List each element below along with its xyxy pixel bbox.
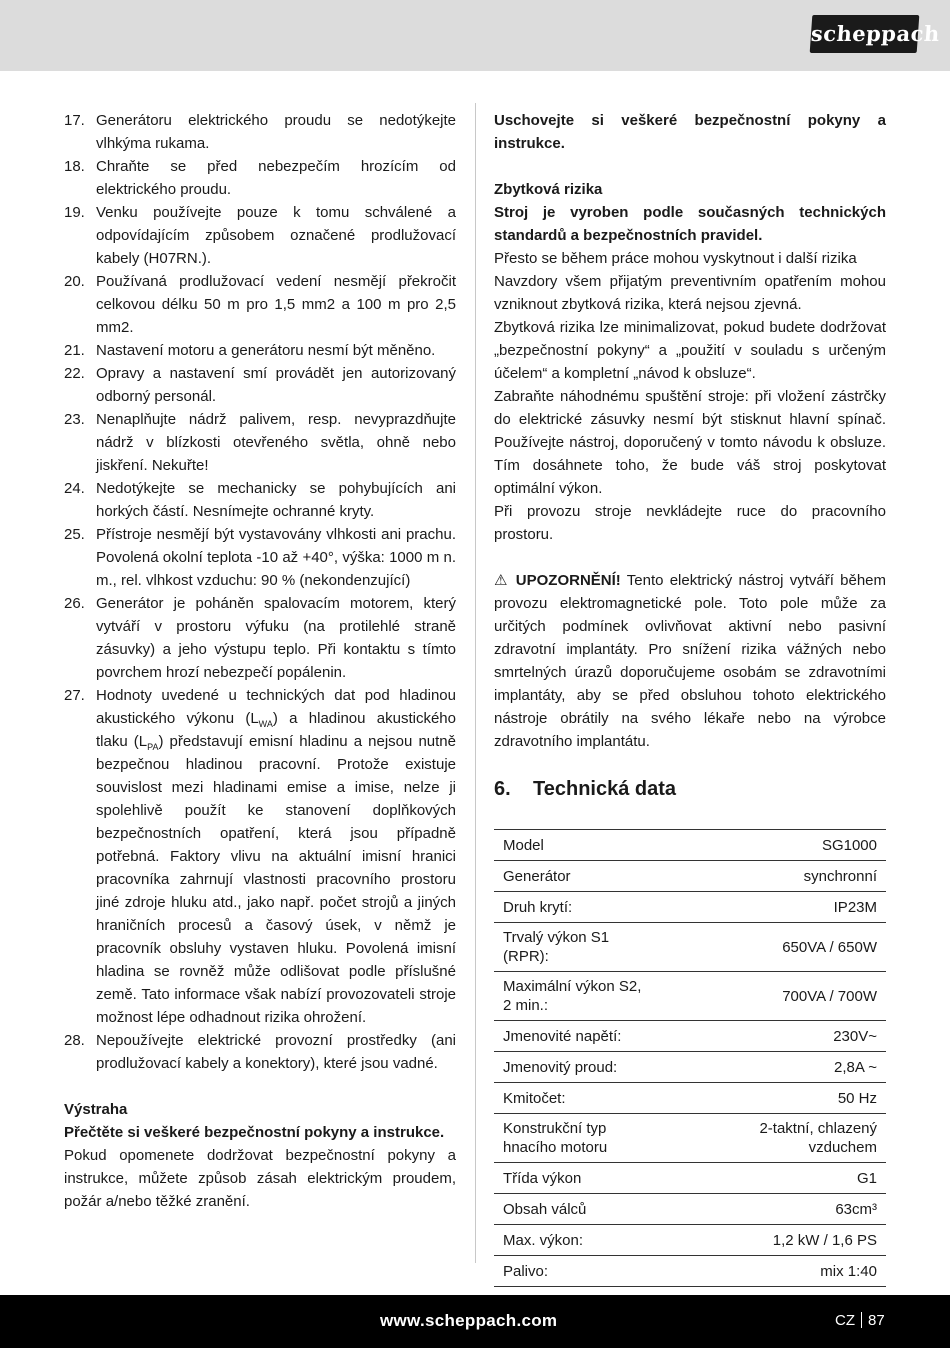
item-number: 21.	[64, 342, 85, 359]
residual-paragraph: Zabraňte náhodnému spuštění stroje: při vložení zástrčky do elektrické zásuvky nesmí být stisknut hlavní spínač. Používejte nástroj, doporučený v tomto návodu k obsluze. Tím dosáhnete toho, že bude váš stroj poskytovat optimální výkon.	[494, 388, 886, 497]
spec-label: Konstrukční typ hnacího motoru	[494, 1114, 662, 1163]
section-title: Technická data	[533, 778, 677, 800]
spec-value: G1	[662, 1163, 886, 1194]
item-text: ) představují emisní hladinu a nejsou nutně bezpečnou hladinou pracovní. Protože existuje souvislost mezi hladinami emise a imise, nelze ji spolehlivě použít ke stanovení doplňkových bezpečnostních opatření, která jsou případně potřebná. Faktory vlivu na aktuální imisní hranici pracovníka zahrnují vlastnosti pracovního prostoru jiné zdroje hluku atd., jako např. počet strojů a jiných hraničních procesů a časový úsek, v němž je pracovník obsluhy vystaven hluku. Povolená imisní hladina se rovněž může odlišovat podle příslušné země. Tato informace však nabízí provozovateli stroje možnost lépe odhadnout rizika ohrožení.	[96, 733, 456, 1026]
spec-label: Jmenovitý proud:	[494, 1052, 662, 1083]
spec-row	[494, 1225, 886, 1256]
spec-row	[494, 972, 886, 1021]
residual-paragraph: Při provozu stroje nevkládejte ruce do pracovního prostoru.	[494, 503, 886, 543]
spec-value: 700VA / 700W	[662, 972, 886, 1021]
spec-value: IP23M	[662, 892, 886, 923]
item-text: Přístroje nesmějí být vystavovány vlhkosti ani prachu. Povolená okolní teplota -10 až +40°, výška: 1000 m n. m., rel. vlhkost vzduchu: 90 % (nekondenzující)	[96, 526, 456, 589]
residual-risks-title: Zbytková rizika	[494, 181, 603, 198]
section-heading	[494, 775, 886, 803]
item-text: Opravy a nastavení smí provádět jen autorizovaný odborný personál.	[96, 365, 456, 405]
item-text: Nastavení motoru a generátoru nesmí být měněno.	[96, 342, 436, 359]
item-text: ) a hladinou akustického tlaku (L	[96, 710, 456, 750]
subscript-pa: PA	[147, 742, 159, 752]
section-number: 6.	[494, 778, 511, 800]
list-item	[64, 109, 456, 155]
warning-bold-text: Přečtěte si veškeré bezpečnostní pokyny a instrukce.	[64, 1124, 445, 1141]
page-header	[0, 0, 950, 71]
list-item	[64, 362, 456, 408]
list-item	[64, 477, 456, 523]
spec-value: synchronní	[662, 861, 886, 892]
spec-label: Generátor	[494, 861, 662, 892]
warning-body: Tento elektrický nástroj vytváří během provozu elektromagnetické pole. Toto pole může za určitých podmínek ovlivňovat aktivní nebo pasivní zdravotní implantáty. Pro snížení rizika vážných nebo smrtelných úrazů doporučujeme osobám se zdravotními implantáty, aby se před obsluhou tohoto elektrického nástroje obrátily na svého lékaře nebo na výrobce zdravotního implantátu.	[494, 572, 886, 750]
spec-row	[494, 923, 886, 972]
right-column	[494, 109, 886, 1287]
spec-label: Maximální výkon S2, 2 min.:	[494, 972, 662, 1021]
page-indicator	[835, 1309, 885, 1332]
item-number: 24.	[64, 480, 85, 497]
list-item	[64, 408, 456, 477]
spec-label: Jmenovité napětí:	[494, 1021, 662, 1052]
spec-label: Model	[494, 830, 662, 861]
item-text: Hodnoty uvedené u technických dat pod hladinou akustického výkonu (L	[96, 687, 456, 727]
left-column	[64, 109, 456, 1213]
item-number: 25.	[64, 526, 85, 543]
spec-row	[494, 1256, 886, 1287]
spec-label: Trvalý výkon S1 (RPR):	[494, 923, 662, 972]
spec-row	[494, 1114, 886, 1163]
item-number: 27.	[64, 687, 85, 704]
item-number: 26.	[64, 595, 85, 612]
item-text: Chraňte se před nebezpečím hrozícím od elektrického proudu.	[96, 158, 456, 198]
emf-warning	[494, 569, 886, 753]
spec-label: Obsah válců	[494, 1194, 662, 1225]
item-number: 17.	[64, 112, 85, 129]
spec-value: 650VA / 650W	[662, 923, 886, 972]
page-footer	[0, 1295, 950, 1348]
keep-instructions: Uschovejte si veškeré bezpečnostní pokyny a instrukce.	[494, 112, 886, 152]
spec-value: 1,2 kW / 1,6 PS	[662, 1225, 886, 1256]
item-text: Nenaplňujte nádrž palivem, resp. nevyprazdňujte nádrž v blízkosti otevřeného světla, ohně nebo jiskření. Nekuřte!	[96, 411, 456, 474]
item-number: 19.	[64, 204, 85, 221]
scheppach-logo: scheppach	[810, 15, 920, 53]
list-item	[64, 523, 456, 592]
spec-value: mix 1:40	[662, 1256, 886, 1287]
item-text: Generátoru elektrického proudu se nedotýkejte vlhkýma rukama.	[96, 112, 456, 152]
spec-value: 63cm³	[662, 1194, 886, 1225]
list-item	[64, 155, 456, 201]
spec-label: Max. výkon:	[494, 1225, 662, 1256]
list-item	[64, 201, 456, 270]
spec-row	[494, 892, 886, 923]
spec-row	[494, 1194, 886, 1225]
list-item	[64, 592, 456, 684]
item-number: 22.	[64, 365, 85, 382]
item-number: 23.	[64, 411, 85, 428]
spec-value: 2,8A ~	[662, 1052, 886, 1083]
spec-row	[494, 1052, 886, 1083]
spec-value: 2-taktní, chlazený vzduchem	[662, 1114, 886, 1163]
separator	[861, 1312, 862, 1328]
item-text: Venku používejte pouze k tomu schválené a odpovídajícím způsobem označené prodlužovací kabely (H07RN.).	[96, 204, 456, 267]
safety-list	[64, 109, 456, 1075]
language-code: CZ	[835, 1312, 855, 1329]
list-item	[64, 1029, 456, 1075]
residual-risks-bold: Stroj je vyroben podle současných technických standardů a bezpečnostních pravidel.	[494, 204, 886, 244]
subscript-wa: WA	[258, 719, 273, 729]
spec-value: 230V~	[662, 1021, 886, 1052]
item-number: 28.	[64, 1032, 85, 1049]
tech-data-table	[494, 829, 886, 1287]
page-number: 87	[868, 1312, 885, 1329]
item-number: 18.	[64, 158, 85, 175]
warning-triangle-icon: ⚠	[494, 572, 510, 589]
spec-row	[494, 1021, 886, 1052]
spec-label: Druh krytí:	[494, 892, 662, 923]
list-item	[64, 684, 456, 1029]
warning-title: Výstraha	[64, 1101, 128, 1118]
spec-value: 50 Hz	[662, 1083, 886, 1114]
website-url[interactable]: www.scheppach.com	[380, 1311, 558, 1330]
spec-value: SG1000	[662, 830, 886, 861]
item-text: Nepoužívejte elektrické provozní prostředky (ani prodlužovací kabely a konektory), které jsou vadné.	[96, 1032, 456, 1072]
residual-paragraph: Zbytková rizika lze minimalizovat, pokud budete dodržovat „bezpečnostní pokyny“ a „použití v souladu s určeným účelem“ a kompletní „návod k obsluze“.	[494, 319, 886, 382]
item-number: 20.	[64, 273, 85, 290]
spec-row	[494, 1083, 886, 1114]
warning-text: Pokud opomenete dodržovat bezpečnostní pokyny a instrukce, můžete způsob zásah elektrickým proudem, požár a/nebo těžké zranění.	[64, 1147, 456, 1210]
item-text: Nedotýkejte se mechanicky se pohybujících ani horkých částí. Nesnímejte ochranné kryty.	[96, 480, 456, 520]
list-item	[64, 339, 456, 362]
spec-label: Třída výkon	[494, 1163, 662, 1194]
spec-label: Kmitočet:	[494, 1083, 662, 1114]
item-text: Generátor je poháněn spalovacím motorem, který vytváří v prostoru výfuku (na protilehlé straně zásuvky) a jeho výstupu teplo. Při kontaktu s tímto povrchem hrozí nebezpečí popálenin.	[96, 595, 456, 681]
list-item	[64, 270, 456, 339]
item-text: Používaná prodlužovací vedení nesmějí překročit celkovou délku 50 m pro 1,5 mm2 a 100 m pro 2,5 mm2.	[96, 273, 456, 336]
spec-row	[494, 830, 886, 861]
spec-row	[494, 861, 886, 892]
residual-paragraph: Přesto se během práce mohou vyskytnout i další rizika	[494, 250, 857, 267]
residual-paragraph: Navzdory všem přijatým preventivním opatřením mohou vzniknout zbytková rizika, která nejsou zjevná.	[494, 273, 886, 313]
spec-row	[494, 1163, 886, 1194]
spec-label: Palivo:	[494, 1256, 662, 1287]
warning-label: UPOZORNĚNÍ!	[515, 572, 621, 589]
column-divider	[475, 103, 476, 1263]
